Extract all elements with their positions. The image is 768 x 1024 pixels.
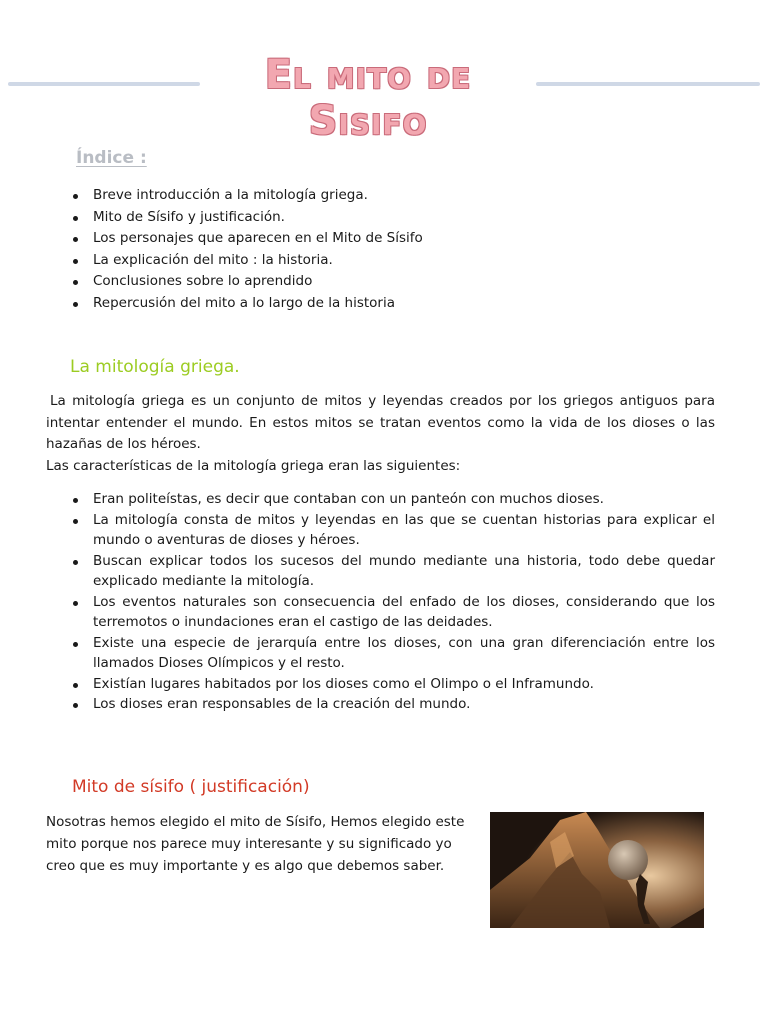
index-item: Conclusiones sobre lo aprendido bbox=[70, 271, 710, 293]
intro-paragraph: La mitología griega es un conjunto de mitos y leyendas creados por los griegos antiguos para intentar entender el mundo. En estos mitos se tratan eventos como la vida de los dioses o las hazañas de los héroes. bbox=[46, 393, 715, 452]
characteristic-item: Existe una especie de jerarquía entre los dioses, con una gran diferenciación entre los llamados Dioses Olímpicos y el resto. bbox=[70, 633, 715, 674]
sisifo-justification-text: Nosotras hemos elegido el mito de Sísifo, Hemos elegido este mito porque nos parece muy interesante y su significado yo creo que es muy importante y es algo que debemos saber. bbox=[46, 814, 465, 874]
sisifo-boulder-image bbox=[490, 812, 704, 928]
characteristic-item: Eran politeístas, es decir que contaban con un panteón con muchos dioses. bbox=[70, 489, 715, 510]
characteristic-item: Existían lugares habitados por los dioses como el Olimpo o el Inframundo. bbox=[70, 674, 715, 695]
characteristics-lead: Las características de la mitología griega eran las siguientes: bbox=[46, 457, 461, 474]
title-row bbox=[0, 52, 768, 144]
characteristic-item: Los eventos naturales son consecuencia del enfado de los dioses, considerando que los terremotos o inundaciones eran el castigo de las deidades. bbox=[70, 592, 715, 633]
section-heading-sisifo: Mito de sísifo ( justificación) bbox=[72, 777, 310, 797]
index-list bbox=[70, 185, 710, 314]
index-item: Los personajes que aparecen en el Mito de Sísifo bbox=[70, 228, 710, 250]
index-item: Repercusión del mito a lo largo de la historia bbox=[70, 293, 710, 315]
section-heading-mitologia: La mitología griega. bbox=[70, 357, 240, 377]
page-title: El mito de Sisifo bbox=[264, 52, 472, 144]
title-rule-right bbox=[536, 82, 760, 86]
title-rule-left bbox=[8, 82, 200, 86]
characteristic-item: Los dioses eran responsables de la creación del mundo. bbox=[70, 694, 715, 715]
index-heading: Índice : bbox=[76, 148, 147, 168]
characteristics-list bbox=[70, 489, 715, 715]
characteristic-item: La mitología consta de mitos y leyendas en las que se cuentan historias para explicar el mundo o aventuras de dioses y héroes. bbox=[70, 510, 715, 551]
sisifo-illustration bbox=[490, 812, 704, 928]
mitologia-intro bbox=[46, 391, 715, 477]
characteristic-item: Buscan explicar todos los sucesos del mundo mediante una historia, todo debe quedar explicado mediante la mitología. bbox=[70, 551, 715, 592]
index-item: Mito de Sísifo y justificación. bbox=[70, 207, 710, 229]
index-item: Breve introducción a la mitología griega. bbox=[70, 185, 710, 207]
index-item: La explicación del mito : la historia. bbox=[70, 250, 710, 272]
